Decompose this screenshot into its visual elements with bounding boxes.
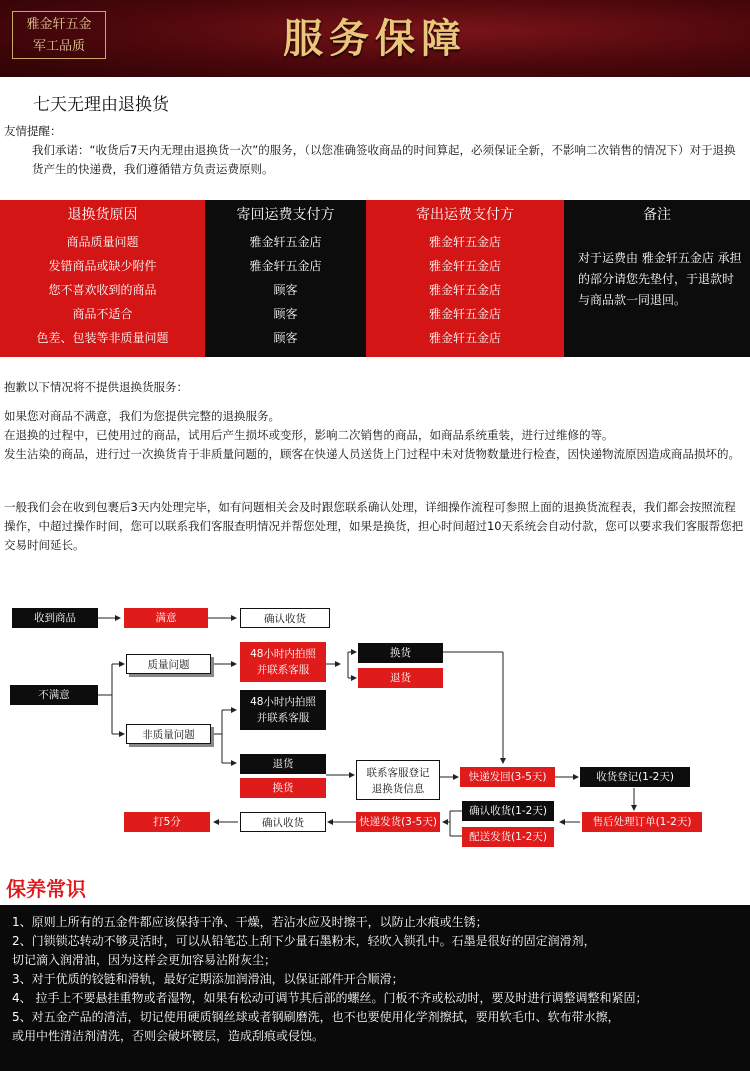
return-flowchart — [0, 600, 750, 850]
table-header-reason: 退换货原因 — [67, 207, 138, 223]
maintenance-item: 2、门锁锁芯转动不够灵活时，可以从铅笔芯上刮下少量石墨粉末，轻吹入锁孔中。石墨是很好的固定润滑剂， — [12, 934, 596, 948]
exchange-box-2: 换货 — [240, 778, 326, 798]
maintenance-item: 切记滴入润滑油，因为这样会更加容易沾附灰尘； — [12, 953, 277, 967]
return-payer-cell: 雅金轩五金店 — [249, 235, 322, 249]
note-text: 对于运费由 雅金轩五金店 承担的部分请您先垫付，于退款时与商品款一同退回。 — [578, 251, 742, 307]
return-box: 退货 — [358, 668, 443, 688]
process-description: 一般我们会在收到包裹后3天内处理完毕，如有问题相关会及时跟您联系确认处理，详细操作流程可参照上面的退换货流程表，我们都会按照流程操作，中超过操作时间，您可以联系我们客服查明情况并帮您处理，如果是换货，担心时间超过10天系统会自动付款，您可以要求我们客服帮您把交易时间延长。 — [4, 500, 744, 552]
photo-contact-line: 并联系客服 — [256, 664, 310, 676]
reason-cell: 发错商品或缺少附件 — [48, 259, 157, 273]
photo-contact-line: 48小时内拍照 — [250, 648, 316, 660]
table-header-note: 备注 — [643, 207, 671, 223]
maintenance-item: 4、 拉手上不要悬挂重物或者湿物，如果有松动可调节其后部的螺丝。门板不齐或松动时，要及时进行调整调整和紧固； — [12, 991, 648, 1005]
notice-text: 我们承诺：“收货后7天内无理由退换货一次”的服务，（以您准确签收商品的时间算起，必须保证全新，不影响二次销售的情况下）对于退换货产生的快递费，我们遵循错方负责运费原则。 — [32, 143, 736, 176]
return-policy-title: 七天无理由退换货 — [33, 95, 169, 115]
return-payer-column — [205, 200, 366, 357]
exchange-box: 换货 — [358, 643, 443, 663]
receive-register-box: 收货登记(1-2天) — [580, 767, 690, 787]
return-payer-cell: 顾客 — [273, 307, 298, 321]
register-line: 退换货信息 — [371, 783, 425, 795]
reason-cell: 色差、包装等非质量问题 — [36, 331, 169, 345]
maintenance-list — [0, 905, 750, 1046]
no-return-title: 抱歉以下情况将不提供退换货服务： — [4, 380, 188, 394]
return-box-2: 退货 — [240, 754, 326, 774]
header-banner — [0, 0, 750, 77]
page-title: 服务保障 — [283, 15, 467, 62]
table-header-send-payer: 寄出运费支付方 — [416, 207, 514, 223]
brand-line-2: 军工品质 — [32, 39, 85, 54]
reason-cell: 商品不适合 — [72, 307, 133, 321]
send-payer-cell: 雅金轩五金店 — [428, 235, 501, 249]
reason-cell: 商品质量问题 — [66, 235, 139, 249]
return-payer-cell: 雅金轩五金店 — [249, 259, 322, 273]
unsatisfied-box: 不满意 — [10, 685, 98, 705]
return-table — [0, 200, 750, 357]
no-return-line: 在退换的过程中，已使用过的商品，试用后产生损坏或变形，影响二次销售的商品，如商品系统重装，进行过维修的等。 — [4, 428, 614, 442]
ship-out-box: 快递发货(3-5天) — [356, 812, 440, 832]
brand-line-1: 雅金轩五金 — [26, 17, 92, 32]
send-payer-column — [366, 200, 564, 357]
satisfied-box: 满意 — [124, 608, 208, 628]
quality-issue-box: 质量问题 — [126, 654, 211, 674]
notice — [4, 122, 746, 179]
register-info-box — [356, 760, 440, 800]
maintenance-title: 保养常识 — [6, 877, 86, 901]
return-payer-cell: 顾客 — [273, 283, 298, 297]
confirm-receipt-box: 确认收货 — [240, 608, 330, 628]
maintenance-item: 5、对五金产品的清洁，切记使用硬质钢丝球或者钢刷磨洗，也不也要使用化学剂擦拭，要用软毛巾、软布带水擦， — [12, 1010, 620, 1024]
reason-cell: 您不喜欢收到的商品 — [48, 283, 157, 297]
after-sale-box: 售后处理订单(1-2天) — [582, 812, 702, 832]
send-payer-cell: 雅金轩五金店 — [428, 259, 501, 273]
table-header-return-payer: 寄回运费支付方 — [236, 207, 335, 223]
dispatch-box: 配送发货(1-2天) — [462, 827, 554, 847]
maintenance-box — [0, 905, 750, 1071]
no-return-line: 如果您对商品不满意，我们为您提供完整的退换服务。 — [4, 409, 280, 423]
register-line: 联系客服登记 — [366, 767, 430, 779]
no-return-section — [4, 378, 746, 464]
photo-contact-line: 48小时内拍照 — [250, 696, 316, 708]
rating-box: 打5分 — [124, 812, 210, 832]
maintenance-item: 或用中性清洁剂清洗，否则会破坏镀层，造成刮痕或侵蚀。 — [12, 1029, 325, 1043]
send-payer-cell: 雅金轩五金店 — [428, 283, 501, 297]
maintenance-item: 3、对于优质的铰链和滑轨，最好定期添加润滑油，以保证部件开合顺滑； — [12, 972, 404, 986]
photo-contact-box-2 — [240, 690, 326, 730]
photo-contact-line: 并联系客服 — [256, 712, 310, 724]
notice-label: 友情提醒： — [4, 124, 62, 138]
note-column — [564, 200, 750, 357]
confirm-receipt-box-3: 确认收货 — [240, 812, 326, 832]
return-payer-cell: 顾客 — [273, 331, 298, 345]
non-quality-issue-box: 非质量问题 — [126, 724, 211, 744]
received-goods-box: 收到商品 — [12, 608, 98, 628]
send-payer-cell: 雅金轩五金店 — [428, 331, 501, 345]
maintenance-item: 1、原则上所有的五金件都应该保持干净、干燥，若沾水应及时擦干，以防止水痕或生锈； — [12, 915, 488, 929]
reason-column — [0, 200, 205, 357]
photo-contact-box-1 — [240, 642, 326, 682]
no-return-line: 发生沾染的商品，进行过一次换货肯于非质量问题的，顾客在快递人员送货上门过程中未对货物数量进行检查，因快递物流原因造成商品损坏的。 — [4, 447, 740, 461]
ship-back-box: 快递发回(3-5天) — [460, 767, 555, 787]
send-payer-cell: 雅金轩五金店 — [428, 307, 501, 321]
confirm-receipt-box-2: 确认收货(1-2天) — [462, 801, 554, 821]
